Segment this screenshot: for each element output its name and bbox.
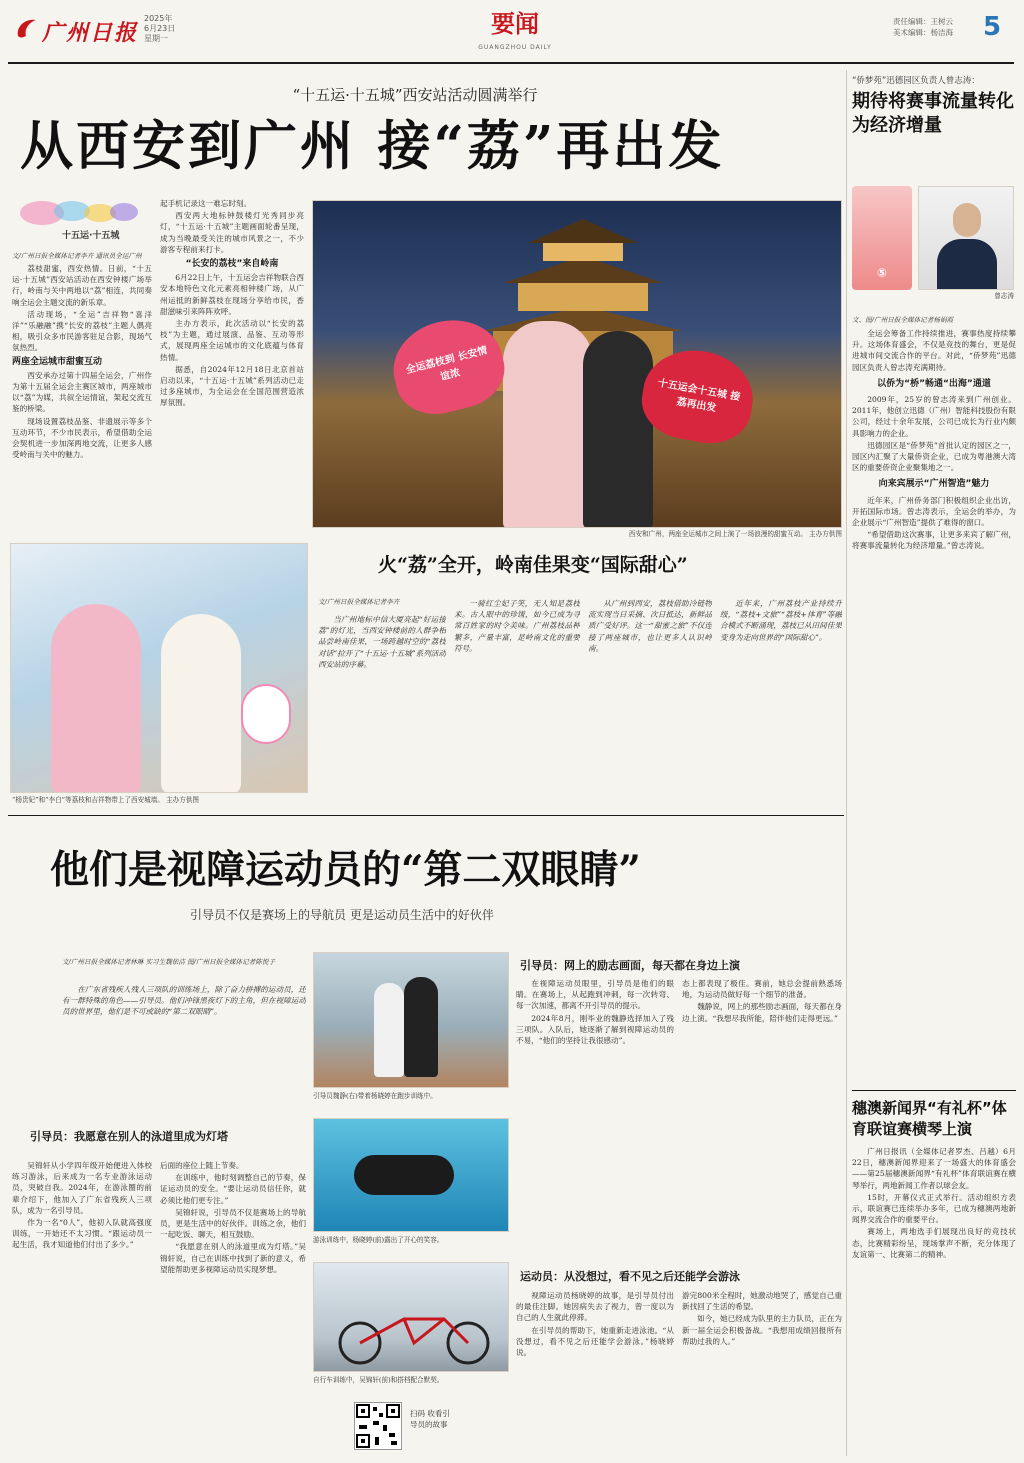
person-left [503,321,593,528]
lychee-byline: 文/广州日报全媒体记者李卉 [318,598,400,606]
section-title-en: GUANGZHOU DAILY [478,44,552,51]
qr-label: 扫码 收看引导员的故事 [410,1409,450,1429]
sidebar-divider [852,1090,1016,1091]
costume-figure-left [51,604,141,793]
vi-col6-para: 如今，她已经成为队里的主力队员，正在为新一届全运会积极备战。“我想用成绩回报所有帮助过我的人。” [682,1314,842,1346]
event-logo-label: 十五运·十五城 [62,231,120,241]
lychee-col4-para: 近年来，广州荔枝产业持续升级，“荔枝+文旅”“荔枝+体育”等融合模式不断涌现，荔枝已从田间佳果变身为走向世界的“国际甜心”。 [720,599,842,642]
newspaper-logo [14,14,164,44]
vi-col3-para: 2024年8月，刚毕业的魏静选择加入了残三项队。入队后，她逐渐了解到视障运动员的不易，“他们的坚持让我很感动”。 [516,1013,674,1046]
qr-code-icon [355,1403,401,1449]
lychee-col2-para: 一骑红尘妃子笑，无人知是荔枝来。古人眼中的珍馐，如今已成为寻常百姓家的时令美味。广州荔枝品种繁多，产量丰富，是岭南文化的重要符号。 [454,599,580,653]
vi-column-2 [160,1160,306,1456]
sidebar2-headline: 穗澳新闻界“有礼杯”体育联谊赛横琴上演 [852,1099,1007,1138]
lead-col2-para: 6月22日上午，十五运会吉祥物联合西安本地特色文化元素亮相钟楼广场，从广州运抵的新鲜荔枝在现场分享给市民，香甜滋味引来阵阵欢呼。 [160,273,304,316]
sidebar1-headline: 期待将赛事流量转化为经济增量 [852,91,1014,136]
sidebar1-byline: 文、图/广州日报全媒体记者杨娟霞 [852,316,954,324]
lead-main-photo [312,200,842,528]
sidebar1-kicker: “侨梦苑”迅德园区负责人曾志涛： [852,76,980,86]
vi-subhead-2: 引导员：网上的励志画面，每天都在身边上演 [520,959,740,972]
vi-col2-para: 吴锦轩说，引导员不仅是赛场上的导航员，更是生活中的好伙伴。训练之余，他们一起吃饭、聊天，相互鼓励。 [160,1207,306,1240]
lead-col1-para: 活动现场，“全运”吉祥物“喜洋洋”“乐融融”携“长安的荔枝”主题人偶亮相，吸引众多市民游客驻足合影，现场气氛热烈。 [12,309,152,353]
vi-photo-swimming [313,1118,509,1232]
lead-column-2 [160,198,304,538]
lead-headline: 从西安到广州 接“荔”再出发 [20,115,725,177]
sidebar1-subhead-2: 向来宾展示“广州智造”魅力 [878,479,990,490]
sidebar-interview [852,74,1016,138]
lead-kicker: “十五运·十五城”西安站活动圆满举行 [292,86,538,104]
sidebar1-para: 全运会筹备工作持续推进，赛事热度持续攀升。这场体育盛会，不仅是竞技的舞台，更是促进城市间交流合作的平台。对此，“侨梦苑”迅德园区负责人曾志涛充满期待。 [852,329,1016,372]
lead-col2-para: 主办方表示，此次活动以“长安的荔枝”为主题，通过展演、品鉴、互动等形式，展现两座全运城市的文化底蕴与体育热情。 [160,319,304,362]
vi-intro [62,984,306,1054]
mascot-logo-icon [12,198,152,228]
sidebar1-para: 近年来，广州侨务部门积极组织企业出访，开拓国际市场。曾志涛表示，全运会的举办，为企业展示“广州智造”提供了难得的窗口。 [852,495,1016,528]
qr-code[interactable] [354,1402,402,1450]
lychee-column-3 [588,598,712,804]
lychee-col1-para: 当广州地标中信大厦亮起“好运接荔”的灯光，当西安钟楼前的人群争相品尝岭南佳果，一场跨越时空的“荔枝对话”拉开了“十五运·十五城”系列活动西安站的序幕。 [318,615,446,669]
sidebar2-para: 广州日报讯（全媒体记者罗杰、吕越）6月22日，穗澳新闻界迎来了一场盛大的体育盛会——第25届穗澳新闻界“有礼杯”体育联谊赛在横琴举行，两地新闻工作者以球会友。 [852,1147,1016,1190]
vi-col2-para: 在训练中，他时刻调整自己的节奏，保证运动员的安全。“要让运动员信任你，就必须比他们更专注。” [160,1173,306,1205]
lead-col2-para: 起手机记录这一难忘时刻。 [160,199,252,208]
logo-text: 广州日报 [42,20,139,46]
lychee-headline: 火“荔”全开，岭南佳果变“国际甜心” [378,554,688,576]
vi-column-3 [516,978,674,1234]
vi-photo-cycling [313,1262,509,1372]
sidebar-rule [846,70,847,1456]
lead-col2-subhead: “长安的荔枝”来自岭南 [185,259,279,270]
lead-col1-para: 荔枝甜蜜，西安热情。日前，“十五运·十五城”西安站活动在西安钟楼广场举行，岭南与关中两地以“荔”相连，共同奏响全运会主题交流的新乐章。 [12,264,152,307]
lead-col2-para: 据悉，自2024年12月18日北京首站启动以来，“十五运·十五城”系列活动已走过多座城市，为全运会在全国范围营造浓厚氛围。 [160,364,304,408]
lychee-column-1 [318,614,446,804]
vi-subtitle: 引导员不仅是赛场上的导航员 更是运动员生活中的好伙伴 [190,908,494,922]
vi-col5-para: 在引导员的帮助下，她重新走进泳池。“从没想过，看不见之后还能学会游泳。”杨晓婷说。 [516,1325,674,1358]
vi-byline: 文/广州日报全媒体记者林琳 实习生魏依洁 图/广州日报全媒体记者陈悦子 [62,958,276,966]
lead-small-photo [10,543,308,793]
tandem-bike-icon [334,1303,494,1367]
vi-column-1 [12,1160,152,1456]
event-logo [12,198,152,246]
lychee-col3-para: 从广州到西安，荔枝借助冷链物流实现当日采摘、次日抵达，新鲜品质广受好评。这一“甜蜜之旅”不仅连接了两座城市，也让更多人认识岭南。 [588,599,712,653]
vi-column-6 [682,1290,842,1456]
vi-col1-para: 吴锦轩从小学四年级开始便进入体校练习游泳，后来成为一名专业游泳运动员，突破自我。2024年，在游泳圈的前辈介绍下，他加入了广东省残疾人三项队，成为一名引导员。 [12,1161,152,1215]
vi-col2-para: 后面的座位上随上节奏。 [160,1161,244,1170]
vi-column-5 [516,1290,674,1456]
sidebar1-para: 2009年，25岁的曾志涛来到广州创业。2011年，他创立迅德（广州）智能科技股份有限公司，经过十余年发展，公司已成长为行业内颇具影响力的企业。 [852,395,1016,438]
vi-col2-para: “我愿意在别人的泳道里成为灯塔。”吴锦轩说，自己在训练中找到了新的意义，希望能帮助更多视障运动员实现梦想。 [160,1242,306,1274]
sidebar1-body [852,316,1016,1038]
lead-byline: 文/广州日报全媒体记者李卉 通讯员全运广州 [12,252,142,260]
section-divider [8,815,844,816]
vi-col6-para: 游完800米全程时，她激动地哭了，感觉自己重新找回了生活的希望。 [682,1291,842,1312]
lead-small-photo-caption: “杨贵妃”和“李白”等荔枝和吉祥物带上了西安城墙。 主办方供图 [12,796,200,804]
portrait-body [937,239,997,290]
vi-photo-cycling-caption: 自行车训练中，吴锦轩(前)和搭档配合默契。 [313,1376,444,1384]
vi-col3-para: 在视障运动员眼里，引导员是他们的眼睛。在赛场上，从起跑到冲刺，每一次转弯、每一次加速，都离不开引导员的提示。 [516,979,674,1011]
heart-sign-right: 十五运会十五城 接荔再出发 [636,342,760,450]
vi-column-4 [682,978,842,1234]
editor-credits: 责任编辑：王树云 美术编辑：杨洁海 [893,17,953,37]
vi-subhead-3: 运动员：从没想过，看不见之后还能学会游泳 [520,1270,740,1283]
lead-col1-para: 现场设置荔枝品鉴、非遗展示等多个互动环节，不少市民表示，希望借助全运会契机进一步加深两地交流，让更多人感受岭南与关中的魅力。 [12,416,152,460]
vi-photo-swimming-caption: 游泳训练中，杨晓婷(前)露出了开心的笑容。 [313,1236,444,1244]
runner-athlete [374,983,404,1077]
runner-guide [404,977,438,1077]
lead-column-1 [12,252,152,534]
lychee-column-2 [454,598,580,804]
lead-main-photo-caption: 西安和广州，两座全运城市之间上演了一场浪漫的甜蜜互动。 主办方供图 [628,530,842,538]
portrait-head [953,203,981,237]
section-title: 要闻 [491,9,539,38]
lead-col2-para: 西安两大地标钟鼓楼灯光秀同步亮灯，“十五运·十五城”主题画面轮番呈现，成为当晚最受关注的城市风景之一，不少游客专程前来打卡。 [160,211,304,254]
vi-col1-para: 作为一名“0人”，他初入队就高强度训练，一开始还不太习惯。“跟运动员一起生活，我才知道他们付出了多少。” [12,1218,152,1250]
masthead [0,0,1024,66]
sidebar1-para: 迅德园区是“侨梦苑”首批认定的园区之一，园区内汇聚了大量侨资企业，已成为粤港澳大湾区的重要侨资企业聚集地之一。 [852,440,1016,473]
sidebar2-body [852,1146,1016,1456]
mascot-figure [241,684,291,744]
masthead-rule [8,62,1014,64]
vi-photo-running-caption: 引导员魏静(右)带着杨晓婷在跑步训练中。 [313,1092,437,1100]
lead-col1-subhead: 两座全运城市甜蜜互动 [12,356,103,367]
costume-figure-right [161,614,241,793]
sidebar1-subhead-1: 以侨为“桥”畅通“出海”通道 [877,378,991,389]
heart-sign-left: 全运荔枝到 长安情谊浓 [384,309,513,423]
vi-col4-para: 态上都表现了极佳。赛前，她总会提前熟悉场地，为运动员做好每一个细节的准备。 [682,979,842,1000]
vi-col4-para: 魏静说，网上的那些励志画面，每天都在身边上演。“我想尽我所能，陪伴他们走得更远。” [682,1002,842,1023]
vi-subhead-1: 引导员：我愿意在别人的泳道里成为灯塔 [30,1130,228,1143]
sidebar1-portrait-label: 曾志涛 [994,292,1014,300]
lead-col1-para: 西安承办过第十四届全运会，广州作为第十五届全运会主赛区城市，两座城市以“荔”为媒，共叙全运情谊，架起交流互鉴的桥梁。 [12,370,152,414]
vi-intro-para: 在广东省残疾人残人三项队的训练场上，除了奋力拼搏的运动员，还有一群特殊的角色——引导员。他们冲锋黑夜灯下的主角，但在视障运动员的世界里，他们是不可或缺的“第二双眼睛”。 [62,985,306,1017]
logo-swirl-icon [14,16,42,42]
sidebar1-banner [852,186,912,290]
sidebar2-para: 赛场上，两地选手们展现出良好的竞技状态，比赛精彩纷呈，现场掌声不断，充分体现了友谊第一、比赛第二的精神。 [852,1227,1016,1259]
issue-date: 2025年 6月23日 星期一 [144,14,176,43]
sidebar1-badge: ⑤ [876,266,888,280]
sidebar1-para: “希望借助这次赛事，让更多来宾了解广州，将赛事流量转化为经济增量。”曾志涛说。 [852,530,1016,551]
sidebar1-portrait [918,186,1014,290]
vi-col5-para: 视障运动员杨晓婷的故事，是引导员付出的最佳注脚。她因病失去了视力，曾一度以为自己的人生就此停滞。 [516,1291,674,1323]
sidebar2-para: 15时，开幕仪式正式举行。活动组织方表示，联谊赛已连续举办多年，已成为穗澳两地新闻界交流合作的重要平台。 [852,1192,1016,1225]
swimmer [354,1155,454,1195]
person-right [583,331,653,528]
vi-photo-running [313,952,509,1088]
page-number: 5 [983,12,1002,42]
lychee-column-4 [720,598,842,804]
vi-headline: 他们是视障运动员的“第二双眼睛” [50,847,641,893]
